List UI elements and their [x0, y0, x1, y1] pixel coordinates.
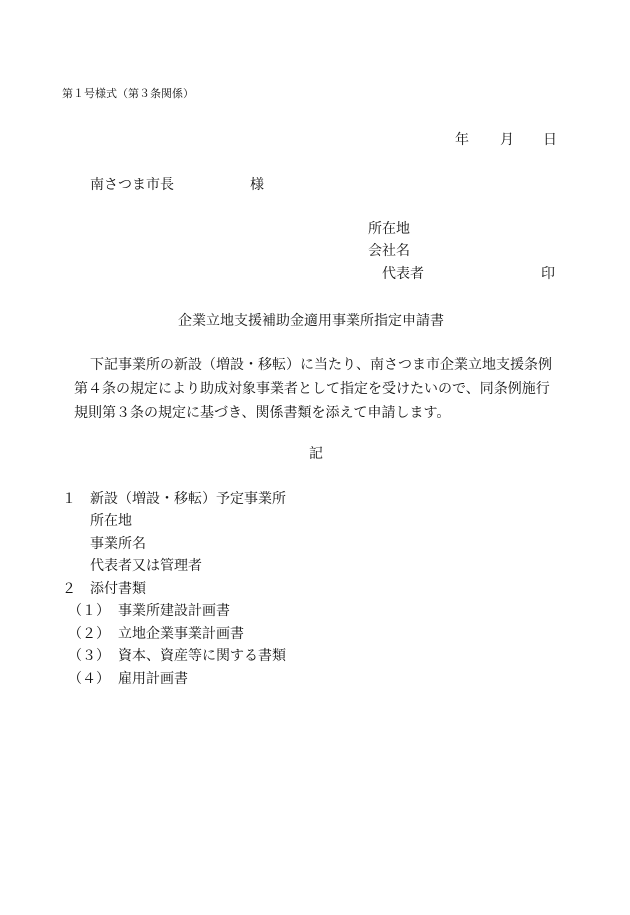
attachment-item-text: 事業所建設計画書 [118, 603, 230, 619]
document-title: 企業立地支援補助金適用事業所指定申請書 [178, 313, 444, 329]
attachment-item-text: 立地企業事業計画書 [118, 626, 244, 642]
attachment-item-number: （１） [68, 603, 110, 619]
date-month-label: 月 [500, 132, 514, 148]
applicant-company-label: 会社名 [368, 243, 410, 259]
body-line: 規則第３条の規定に基づき、関係書類を添えて申請します。 [74, 405, 451, 421]
addressee-name: 南さつま市長 [90, 177, 174, 193]
attachment-item-number: （４） [68, 671, 110, 687]
section1-field-office-name: 事業所名 [90, 536, 146, 552]
date-year-label: 年 [455, 132, 469, 148]
form-number: 第１号様式（第３条関係） [62, 87, 194, 100]
attachment-item-text: 雇用計画書 [118, 671, 188, 687]
addressee-honorific: 様 [250, 177, 264, 193]
body-line: 第４条の規定により助成対象事業者として指定を受けたいので、同条例施行 [74, 381, 550, 397]
section1-field-representative: 代表者又は管理者 [90, 558, 202, 574]
body-line: 下記事業所の新設（増設・移転）に当たり、南さつま市企業立地支援条例 [90, 357, 552, 373]
attachment-item-number: （２） [68, 626, 110, 642]
attachment-item-text: 資本、資産等に関する書類 [118, 648, 286, 664]
seal-mark: 印 [541, 266, 555, 282]
section1-heading: 新設（増設・移転）予定事業所 [90, 491, 286, 507]
section1-field-address: 所在地 [90, 513, 132, 529]
section2-number: ２ [62, 581, 76, 597]
section1-number: １ [62, 491, 76, 507]
applicant-address-label: 所在地 [368, 221, 410, 237]
body-paragraph [74, 353, 584, 425]
date-day-label: 日 [543, 132, 557, 148]
attachment-item-number: （３） [68, 648, 110, 664]
section2-heading: 添付書類 [90, 581, 146, 597]
ki-marker: 記 [309, 446, 323, 462]
applicant-representative-label: 代表者 [382, 266, 424, 282]
